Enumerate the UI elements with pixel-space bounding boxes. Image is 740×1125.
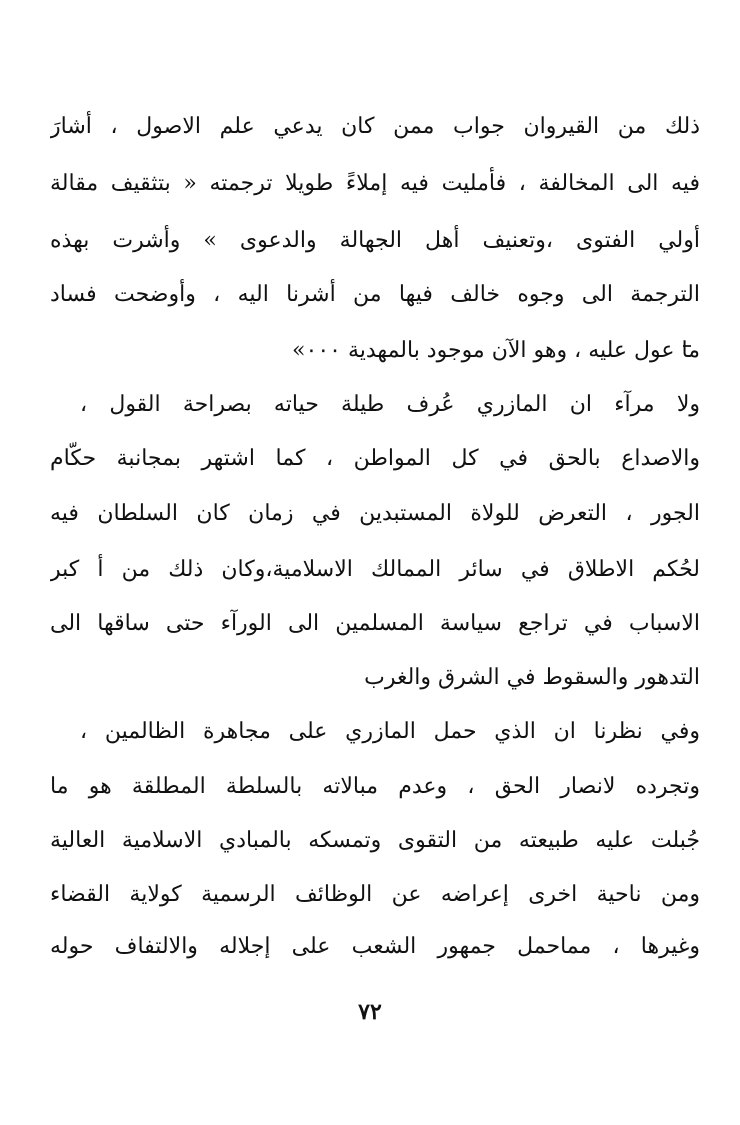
text-line: التدهور والسقوط في الشرق والغرب xyxy=(364,665,700,690)
text-line: فيه الى المخالفة ، فأمليت فيه إملاءً طويلا ترجمته « بتثقيف مقالة xyxy=(50,171,700,196)
text-line: الجور ، التعرض للولاة المستبدين في زمان كان السلطان فيه xyxy=(50,501,700,526)
text-line: أولي الفتوى ،وتعنيف أهل الجهالة والدعوى » وأشرت بهذه xyxy=(50,228,700,253)
text-line: ومن ناحية اخرى إعراضه عن الوظائف الرسمية كولاية القضاء xyxy=(50,882,700,907)
text-line: وغيرها ، مماحمل جمهور الشعب على إجلاله والالتفاف حوله xyxy=(50,934,700,959)
text-line: ولا مرآء ان المازري عُرف طيلة حياته بصراحة القول ، xyxy=(80,392,700,417)
text-line: جُبلت عليه طبيعته من التقوى وتمسكه بالمبادي الاسلامية العالية xyxy=(50,828,700,853)
text-line: الاسباب في تراجع سياسة المسلمين الى الورآء حتى ساقها الى xyxy=(50,611,700,636)
text-line: وفي نظرنا ان الذي حمل المازري على مجاهرة الظالمين ، xyxy=(80,719,700,744)
text-line: وتجرده لانصار الحق ، وعدم مبالاته بالسلطة المطلقة هو ما xyxy=(50,774,700,799)
text-line: ذلك من القيروان جواب ممن كان يدعي علم الاصول ، أشارَ xyxy=(50,114,700,139)
text-line: لحُكم الاطلاق في سائر الممالك الاسلامية،وكان ذلك من أ كبر xyxy=(50,557,700,582)
text-line: الترجمة الى وجوه خالف فيها من أشرنا اليه ، وأوضحت فساد xyxy=(50,282,700,307)
text-line: والاصداع بالحق في كل المواطن ، كما اشتهر بمجانبة حكّام xyxy=(50,446,700,471)
text-line: ما عول عليه ، وهو الآن موجود بالمهدية ٠٠٠» xyxy=(292,338,700,363)
page-number: ٧٢ xyxy=(358,999,382,1025)
